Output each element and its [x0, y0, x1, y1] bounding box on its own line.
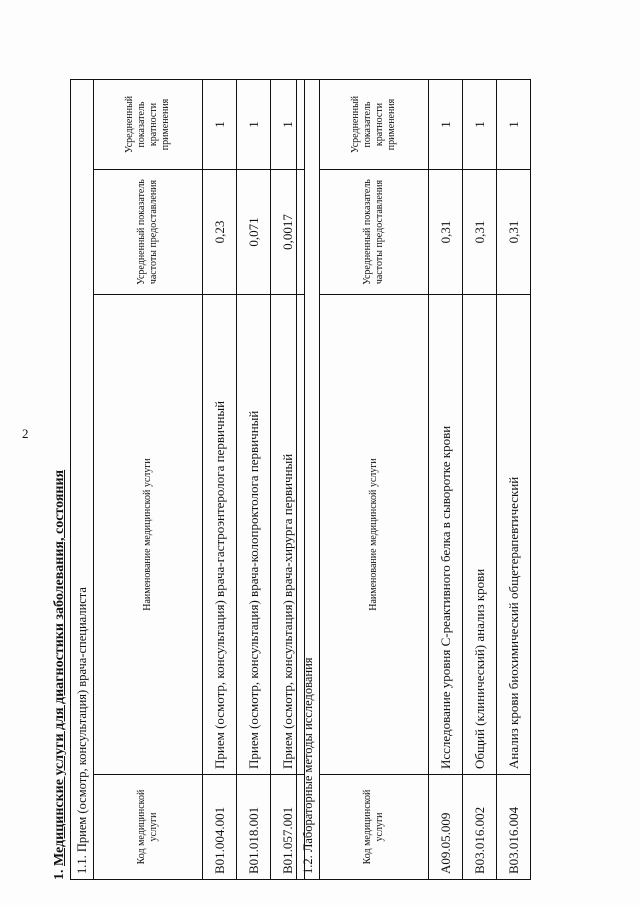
- service-multiplicity: 1: [237, 80, 271, 170]
- column-header-name: Наименование медицинской услуги: [94, 295, 203, 775]
- column-header-frequency: Усредненный показатель частоты предоставления: [320, 170, 429, 295]
- table-row: [203, 80, 237, 880]
- service-code: B01.004.001: [203, 775, 237, 880]
- service-frequency: 0,31: [463, 170, 497, 295]
- service-name: Общий (клинический) анализ крови: [463, 295, 497, 775]
- service-frequency: 0,23: [203, 170, 237, 295]
- table-row: [463, 80, 497, 880]
- service-code: A09.05.009: [429, 775, 463, 880]
- service-frequency: 0,0017: [271, 170, 305, 295]
- column-header-code: Код медицинской услуги: [320, 775, 429, 880]
- service-multiplicity: 1: [203, 80, 237, 170]
- service-multiplicity: 1: [429, 80, 463, 170]
- page-number: 2: [22, 426, 29, 441]
- service-name: Прием (осмотр, консультация) врача-гастроэнтеролога первичный: [203, 295, 237, 775]
- table-specialist-consultations: [70, 79, 305, 880]
- column-header-multiplicity: Усредненный показатель кратности применения: [94, 80, 203, 170]
- section-heading: [50, 470, 70, 880]
- service-name: Прием (осмотр, консультация) врача-колопроктолога первичный: [237, 295, 271, 775]
- service-name: Исследование уровня С-реактивного белка в сыворотке крови: [429, 295, 463, 775]
- document-content: [50, 25, 521, 880]
- section-title: 1.2. Лабораторные методы исследования: [297, 80, 320, 880]
- service-multiplicity: 1: [271, 80, 305, 170]
- column-header-name: Наименование медицинской услуги: [320, 295, 429, 775]
- service-multiplicity: 1: [463, 80, 497, 170]
- heading-text: Медицинские услуги для диагностики заболевания, состояния: [52, 469, 67, 866]
- service-code: B03.016.004: [497, 775, 531, 880]
- column-header-frequency: Усредненный показатель частоты предоставления: [94, 170, 203, 295]
- heading-number: 1.: [52, 869, 67, 880]
- service-frequency: 0,31: [497, 170, 531, 295]
- service-name: Анализ крови биохимический общетерапевтический: [497, 295, 531, 775]
- service-code: B01.018.001: [237, 775, 271, 880]
- service-code: B03.016.002: [463, 775, 497, 880]
- section-title: 1.1. Прием (осмотр, консультация) врача-специалиста: [71, 80, 94, 880]
- table-row: [497, 80, 531, 880]
- service-code: B01.057.001: [271, 775, 305, 880]
- table-row: [429, 80, 463, 880]
- service-frequency: 0,31: [429, 170, 463, 295]
- column-header-multiplicity: Усредненный показатель кратности применения: [320, 80, 429, 170]
- table-laboratory-methods: [296, 79, 531, 880]
- service-name: Прием (осмотр, консультация) врача-хирурга первичный: [271, 295, 305, 775]
- service-frequency: 0,071: [237, 170, 271, 295]
- column-header-code: Код медицинской услуги: [94, 775, 203, 880]
- table-row: [237, 80, 271, 880]
- service-multiplicity: 1: [497, 80, 531, 170]
